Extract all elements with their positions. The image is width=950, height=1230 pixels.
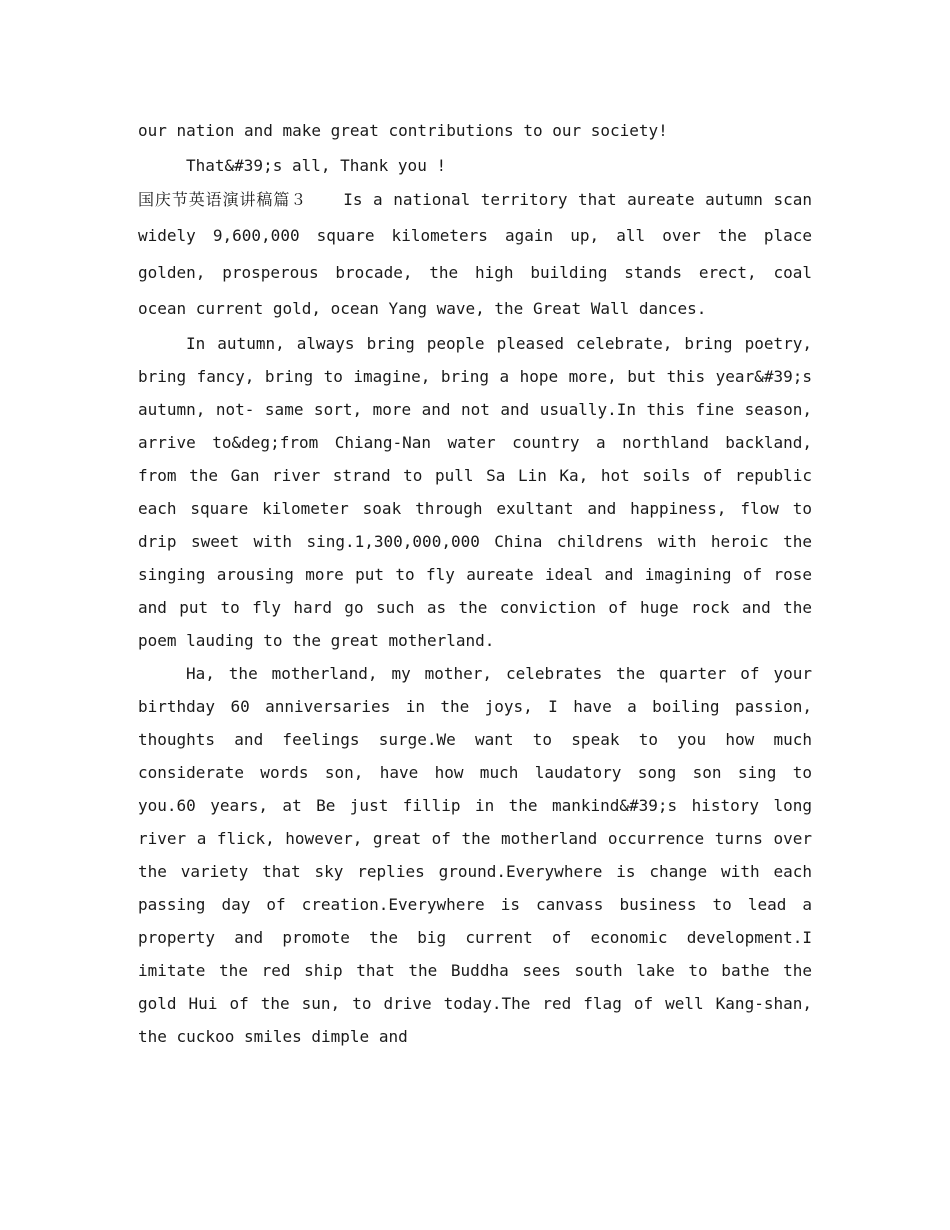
paragraph-motherland: Ha, the motherland, my mother, celebrates the quarter of your birthday 60 anniversaries in the joys, I have a boiling passion, thoughts and feelings surge.We want to speak to you how much considerate words son, have how much laudatory song son sing to you.60 years, at Be just fillip in the mankind&#39;s history long river a flick, however, great of the motherland occurrence turns over the variety that sky replies ground.Everywhere is change with each passing day of creation.Everywhere is canvass business to lead a property and promote the big current of economic development.I imitate the red ship that the Buddha sees south lake to bathe the gold Hui of the sun, to drive today.The red flag of well Kang-shan, the cuckoo smiles dimple and: [138, 664, 812, 1047]
paragraph-intro: Is a national territory that aureate autumn scan widely 9,600,000 square kilometers again up, all over the place golden, prosperous brocade, the high building stands erect, coal ocean current gold, ocean Yang wave, the Great Wall dances.: [138, 190, 812, 318]
document-body: [138, 113, 812, 1053]
paragraph-autumn: In autumn, always bring people pleased celebrate, bring poetry, bring fancy, bring to imagine, bring a hope more, but this year&#39;s autumn, not- same sort, more and not and usually.In this fine season, arrive to&deg;from Chiang-Nan water country a northland backland, from the Gan river strand to pull Sa Lin Ka, hot soils of republic each square kilometer soak through exultant and happiness, flow to drip sweet with sing.1,300,000,000 China childrens with heroic the singing arousing more put to fly aureate ideal and imagining of rose and put to fly hard go such as the conviction of huge rock and the poem lauding to the great motherland.: [138, 334, 812, 651]
section-heading: 国庆节英语演讲稿篇３: [138, 190, 308, 210]
paragraph-intro-wrapper: [138, 182, 812, 327]
paragraph-thanks: That&#39;s all, Thank you !: [186, 156, 447, 176]
paragraph-continuation: our nation and make great contributions to our society!: [138, 121, 668, 140]
